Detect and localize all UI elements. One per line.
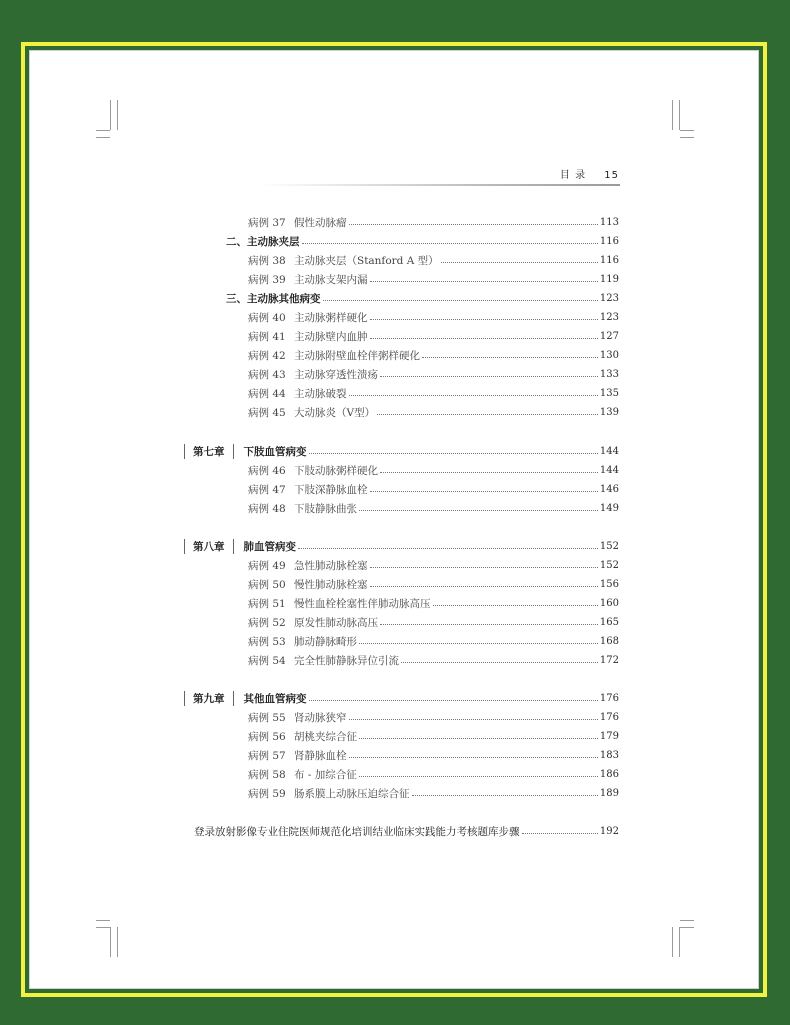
case-number: 病例 53	[248, 635, 286, 648]
entry-title: 其他血管病变	[243, 692, 307, 705]
crop-mark-bl	[96, 927, 110, 928]
dot-leader	[380, 472, 598, 473]
toc-entry[interactable]	[248, 462, 619, 478]
case-number: 病例 41	[248, 330, 286, 343]
toc-entry[interactable]	[248, 576, 619, 592]
page-number: 133	[599, 368, 619, 380]
toc-entry[interactable]	[248, 481, 619, 497]
crop-mark-br	[680, 920, 694, 921]
entry-title: 主动脉粥样硬化	[294, 311, 368, 324]
entry-title: 下肢血管病变	[243, 445, 307, 458]
crop-mark-tr	[680, 130, 694, 131]
page-number: 152	[599, 540, 619, 552]
entry-title: 慢性肺动脉栓塞	[294, 578, 368, 591]
chapter-label: 第七章	[184, 444, 234, 459]
entry-title: 主动脉夹层（Stanford A 型）	[294, 254, 439, 267]
page-number: 144	[599, 445, 619, 457]
entry-title: 急性肺动脉栓塞	[294, 559, 368, 572]
toc-entry[interactable]	[248, 595, 619, 611]
page-number: 176	[599, 692, 619, 704]
toc-entry[interactable]	[248, 366, 619, 382]
page-number: 119	[599, 273, 619, 285]
toc-entry[interactable]	[248, 633, 619, 649]
entry-title: 慢性血栓栓塞性伴肺动脉高压	[294, 597, 431, 610]
crop-mark-bl	[117, 927, 118, 957]
crop-mark-tl	[96, 137, 110, 138]
entry-title: 主动脉壁内血肿	[294, 330, 368, 343]
dot-leader	[349, 395, 598, 396]
entry-title: 主动脉破裂	[294, 387, 347, 400]
entry-title: 下肢动脉粥样硬化	[294, 464, 378, 477]
page-number: 146	[599, 483, 619, 495]
page-number: 149	[599, 502, 619, 514]
case-number: 病例 56	[248, 730, 286, 743]
chapter-label: 第八章	[184, 539, 234, 554]
entry-title: 胡桃夹综合征	[294, 730, 357, 743]
dot-leader	[359, 738, 598, 739]
toc-entry[interactable]	[184, 690, 619, 706]
dot-leader	[309, 453, 598, 454]
dot-leader	[359, 643, 598, 644]
entry-title: 下肢静脉曲张	[294, 502, 357, 515]
dot-leader	[377, 414, 598, 415]
toc-entry[interactable]	[248, 614, 619, 630]
page-number: 116	[599, 254, 619, 266]
crop-mark-br	[679, 927, 680, 957]
dot-leader	[380, 624, 598, 625]
toc-entry[interactable]	[184, 538, 619, 554]
toc-entry[interactable]	[248, 766, 619, 782]
page-number: 165	[599, 616, 619, 628]
dot-leader	[441, 262, 598, 263]
entry-title: 布 - 加综合征	[294, 768, 357, 781]
case-number: 病例 52	[248, 616, 286, 629]
dot-leader	[349, 757, 598, 758]
toc-entry[interactable]	[248, 309, 619, 325]
crop-mark-tr	[679, 100, 680, 130]
entry-title: 肾动脉狭窄	[294, 711, 347, 724]
dot-leader	[370, 491, 598, 492]
entry-title: 假性动脉瘤	[294, 216, 347, 229]
toc-entry[interactable]	[248, 214, 619, 230]
toc-entry[interactable]	[248, 709, 619, 725]
case-number: 病例 44	[248, 387, 286, 400]
dot-leader	[380, 376, 598, 377]
crop-mark-br	[672, 927, 673, 957]
toc-entry[interactable]	[248, 347, 619, 363]
toc-entry[interactable]	[248, 652, 619, 668]
running-head-title: 目 录	[559, 170, 587, 181]
dot-leader	[298, 548, 598, 549]
page-number: 139	[599, 406, 619, 418]
dot-leader	[370, 338, 598, 339]
page-number: 156	[599, 578, 619, 590]
entry-title: 肾静脉血栓	[294, 749, 347, 762]
toc-entry[interactable]	[248, 500, 619, 516]
page-number: 176	[599, 711, 619, 723]
case-number: 病例 46	[248, 464, 286, 477]
dot-leader	[323, 300, 598, 301]
page-number: 189	[599, 787, 619, 799]
toc-entry[interactable]	[248, 328, 619, 344]
case-number: 病例 47	[248, 483, 286, 496]
page-number: 130	[599, 349, 619, 361]
case-number: 病例 39	[248, 273, 286, 286]
entry-title: 主动脉附壁血栓伴粥样硬化	[294, 349, 420, 362]
entry-title: 下肢深静脉血栓	[294, 483, 368, 496]
crop-mark-bl	[96, 920, 110, 921]
entry-title: 主动脉穿透性溃疡	[294, 368, 378, 381]
toc-entry[interactable]	[248, 271, 619, 287]
page-number: 144	[599, 464, 619, 476]
entry-title: 完全性肺静脉异位引流	[294, 654, 399, 667]
entry-title: 肺动静脉畸形	[294, 635, 357, 648]
case-number: 病例 45	[248, 406, 286, 419]
toc-entry[interactable]	[248, 557, 619, 573]
toc-entry[interactable]	[194, 823, 619, 839]
crop-mark-tl	[96, 130, 110, 131]
page-number: 123	[599, 292, 619, 304]
dot-leader	[349, 719, 598, 720]
dot-leader	[370, 586, 598, 587]
entry-title: 登录放射影像专业住院医师规范化培训结业临床实践能力考核题库步骤	[194, 825, 520, 838]
toc-entry[interactable]	[248, 747, 619, 763]
case-number: 病例 48	[248, 502, 286, 515]
page-number: 179	[599, 730, 619, 742]
entry-title: 肺血管病变	[243, 540, 296, 553]
dot-leader	[359, 776, 598, 777]
page-number: 113	[599, 216, 619, 228]
crop-mark-bl	[110, 927, 111, 957]
page-number: 192	[599, 825, 619, 837]
page-number: 152	[599, 559, 619, 571]
entry-title: 主动脉支架内漏	[294, 273, 368, 286]
crop-mark-tl	[110, 100, 111, 130]
page-number: 168	[599, 635, 619, 647]
dot-leader	[433, 605, 598, 606]
case-number: 病例 37	[248, 216, 286, 229]
case-number: 病例 50	[248, 578, 286, 591]
entry-title: 原发性肺动脉高压	[294, 616, 378, 629]
dot-leader	[370, 567, 598, 568]
dot-leader	[349, 224, 598, 225]
case-number: 病例 54	[248, 654, 286, 667]
crop-mark-tl	[117, 100, 118, 130]
chapter-label: 第九章	[184, 691, 234, 706]
running-head-rule	[260, 184, 620, 186]
page-number: 160	[599, 597, 619, 609]
dot-leader	[412, 795, 598, 796]
toc-entry[interactable]	[248, 785, 619, 801]
dot-leader	[370, 319, 598, 320]
entry-title: 大动脉炎（Ⅴ型）	[294, 406, 376, 419]
page-number: 116	[599, 235, 619, 247]
crop-mark-br	[680, 927, 694, 928]
entry-title: 二、主动脉夹层	[226, 235, 300, 248]
dot-leader	[359, 510, 598, 511]
case-number: 病例 38	[248, 254, 286, 267]
case-number: 病例 58	[248, 768, 286, 781]
crop-mark-tr	[680, 137, 694, 138]
dot-leader	[309, 700, 598, 701]
running-head	[500, 166, 619, 182]
page-number: 183	[599, 749, 619, 761]
toc-entry[interactable]	[248, 252, 619, 268]
running-head-page: 15	[604, 170, 619, 181]
case-number: 病例 42	[248, 349, 286, 362]
dot-leader	[401, 662, 598, 663]
toc-entry[interactable]	[248, 728, 619, 744]
toc-entry[interactable]	[226, 290, 619, 306]
page-number: 127	[599, 330, 619, 342]
toc-entry[interactable]	[226, 233, 619, 249]
toc-entry[interactable]	[184, 443, 619, 459]
dot-leader	[522, 833, 598, 834]
dot-leader	[302, 243, 598, 244]
entry-title: 肠系膜上动脉压迫综合征	[294, 787, 410, 800]
case-number: 病例 51	[248, 597, 286, 610]
case-number: 病例 49	[248, 559, 286, 572]
entry-title: 三、主动脉其他病变	[226, 292, 321, 305]
page-number: 172	[599, 654, 619, 666]
toc-entry[interactable]	[248, 404, 619, 420]
page-number: 135	[599, 387, 619, 399]
case-number: 病例 55	[248, 711, 286, 724]
case-number: 病例 43	[248, 368, 286, 381]
case-number: 病例 40	[248, 311, 286, 324]
toc-entry[interactable]	[248, 385, 619, 401]
case-number: 病例 57	[248, 749, 286, 762]
dot-leader	[422, 357, 598, 358]
crop-mark-tr	[672, 100, 673, 130]
page-number: 186	[599, 768, 619, 780]
page-number: 123	[599, 311, 619, 323]
document-page	[29, 50, 759, 989]
dot-leader	[370, 281, 598, 282]
case-number: 病例 59	[248, 787, 286, 800]
